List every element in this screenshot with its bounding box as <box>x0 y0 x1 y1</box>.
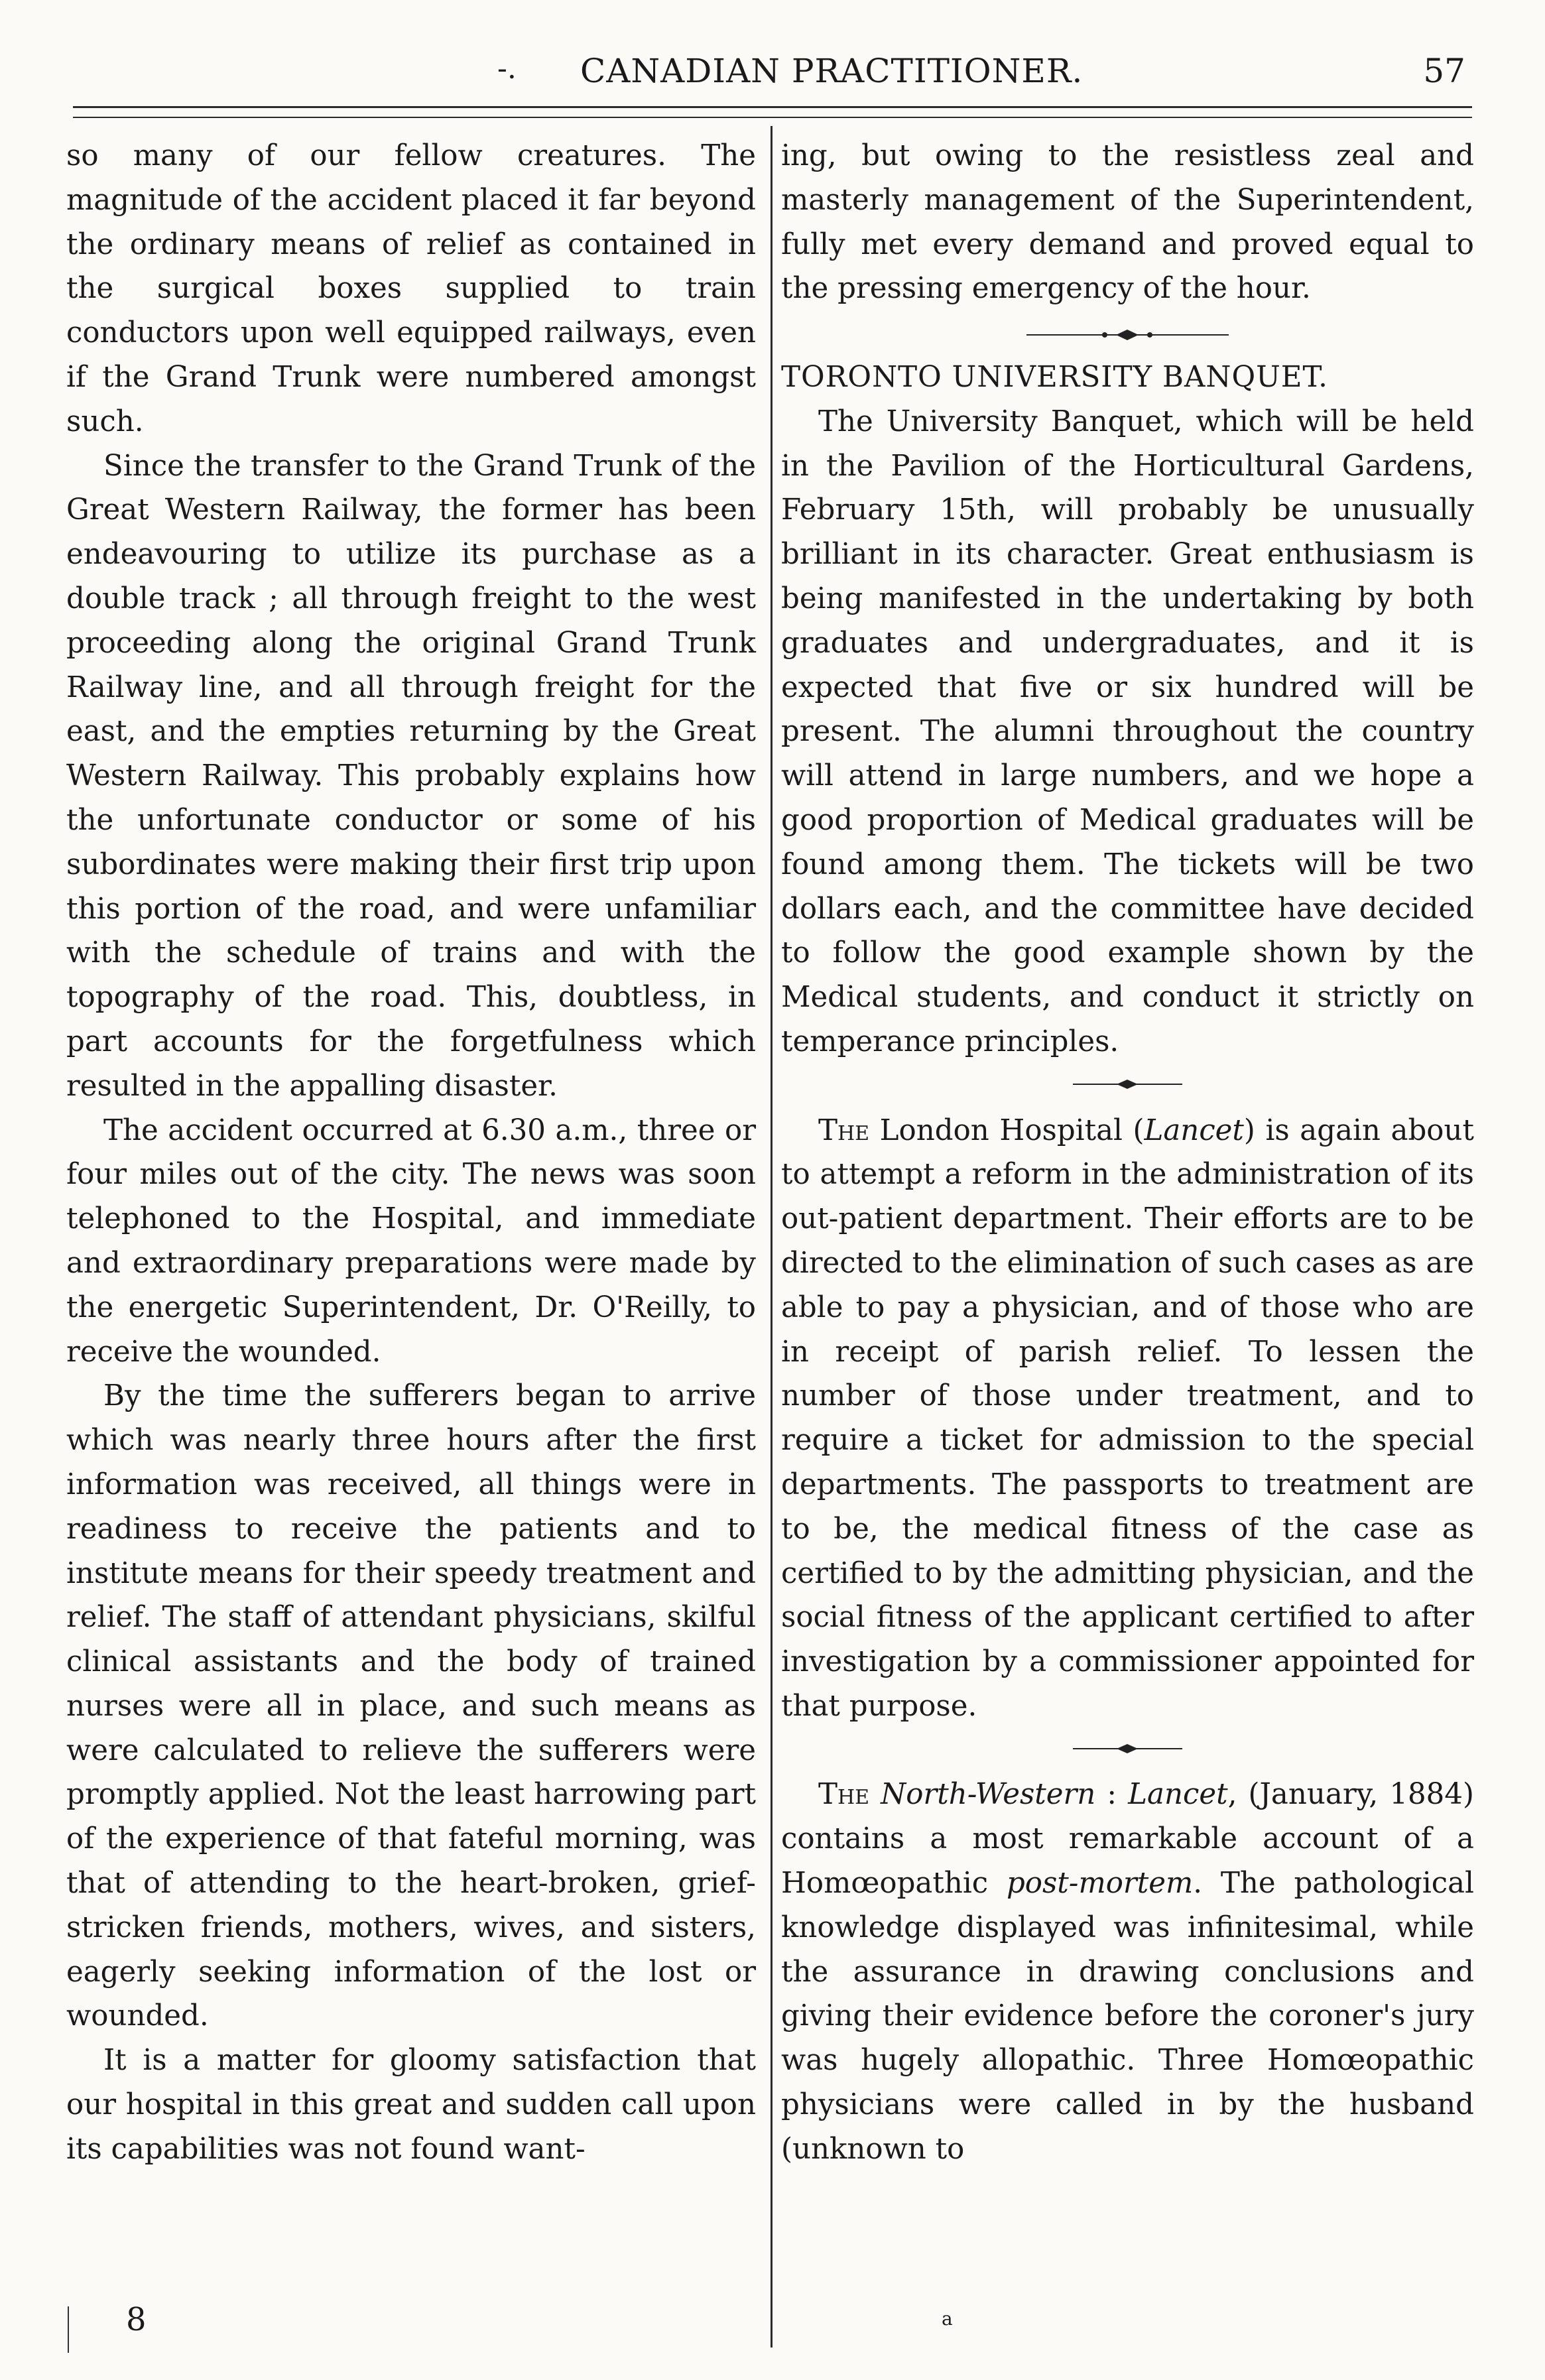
right-paragraph-1: ing, but owing to the resistless zeal and masterly management of the Superintendent, fully met every demand and proved equal to the pressing emergency of the hour. <box>781 139 1474 306</box>
right-paragraph-4: The North-Western : Lancet, (January, 1884) contains a most remarkable account of a Homœopathic post-mortem. The pathological knowledge displayed was infinitesimal, while the assurance in drawing conclusions and giving their evidence before the coroner's jury was hugely allopathic. Three Homœopathic physicians were called in by the husband (unknown to <box>781 1778 1475 2166</box>
left-paragraph-2: Since the transfer to the Grand Trunk of the Great Western Railway, the former has been endeavouring to utilize its purchase as a double track ; all through freight to the west proceeding along the original Grand Trunk Railway line, and all through freight for the east, and the empties returning by the Great Western Railway. This probably explains how the unfortunate conductor or some of his subordinates were making their first trip upon this portion of the road, and were unfamiliar with the schedule of trains and with the topography of the road. This, doubtless, in part accounts for the forgetfulness which resulted in the appalling disaster. <box>66 449 756 1103</box>
header-rule-top <box>73 106 1472 108</box>
right-paragraph-3: The London Hospital (Lancet) is again about to attempt a reform in the administration of its out-patient department. Their efforts are to be directed to the elimination of such cases as are able to pay a physician, and of those who are in receipt of parish relief. To lessen the number of those under treatment, and to require a ticket for admission to the special departments. The passports to treatment are to be, the medical fitness of the case as certified to by the admitting physician, and the social fitness of the applicant certified to after investigation by a commissioner appointed for that purpose. <box>781 1113 1474 1723</box>
left-paragraph-5: It is a matter for gloomy satisfaction that our hospital in this great and sudden call upon its capabilities was not found want- <box>66 2044 756 2166</box>
section-ornament-1 <box>781 311 1474 355</box>
column-divider <box>771 126 772 2348</box>
journal-title: CANADIAN PRACTITIONER. <box>580 52 1083 90</box>
page-number: 57 <box>1423 52 1465 90</box>
running-head <box>73 48 1472 94</box>
left-paragraph-4: By the time the sufferers began to arrive which was nearly three hours after the first information was received, all things were in readiness to receive the patients and to institute means for their speedy treatment and relief. The staff of attendant physicians, skilful clinical assistants and the body of trained nurses were all in place, and such means as were calculated to relieve the sufferers were promptly applied. Not the least harrowing part of the experience of that fateful morning, was that of attending to the heart-broken, grief-stricken friends, mothers, wives, and sisters, eagerly seeking information of the lost or wounded. <box>66 1379 756 2033</box>
header-mark: -. <box>497 52 517 86</box>
section-heading-banquet: TORONTO UNIVERSITY BANQUET. <box>781 360 1328 394</box>
lead-word: The <box>818 1778 870 1812</box>
right-paragraph-2: The University Banquet, which will be held in the Pavilion of the Horticultural Gardens, February 15th, will probably be unusually brilliant in its character. Great enthusiasm is being manifested in the undertaking by both graduates and undergraduates, and it is expected that five or six hundred will be present. The alumni throughout the country will attend in large numbers, and we hope a good proportion of Medical graduates will be found among them. The tickets will be two dollars each, and the committee have decided to follow the good example shown by the Medical students, and conduct it strictly on temperance principles. <box>781 405 1474 1058</box>
left-column <box>66 134 756 2172</box>
lead-word: The <box>818 1113 870 1147</box>
left-paragraph-1: so many of our fellow creatures. The magnitude of the accident placed it far beyond the ordinary means of relief as contained in the surgical boxes supplied to train conductors upon well equipped railways, even if the Grand Trunk were numbered amongst such. <box>66 139 756 438</box>
section-ornament-2 <box>781 1064 1474 1109</box>
signature-mark: 8 <box>126 2301 147 2338</box>
margin-tick <box>68 2306 69 2353</box>
right-column <box>781 134 1474 2172</box>
left-paragraph-3: The accident occurred at 6.30 a.m., three or four miles out of the city. The news was soon telephoned to the Hospital, and immediate and extraordinary preparations were made by the energetic Superintendent, Dr. O'Reilly, to receive the wounded. <box>66 1113 756 1369</box>
header-rule-bottom <box>73 117 1472 118</box>
footer-mark: a <box>942 2308 953 2330</box>
section-ornament-3 <box>781 1729 1474 1773</box>
